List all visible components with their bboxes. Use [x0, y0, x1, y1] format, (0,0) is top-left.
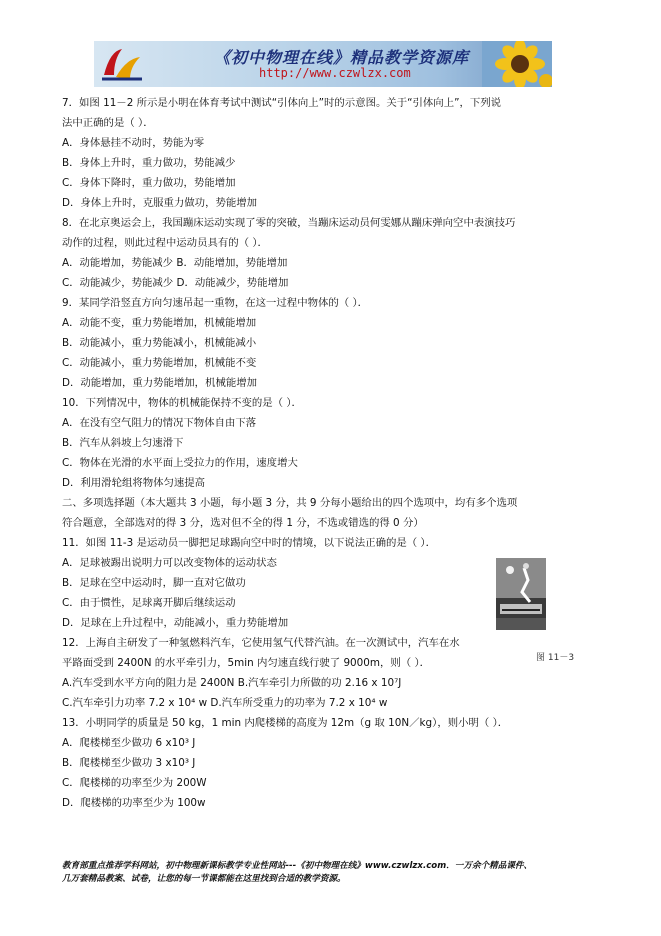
text-line: 二、多项选择题（本大题共 3 小题，每小题 3 分，共 9 分每小题给出的四个选项中，均有多个选项 [62, 497, 518, 509]
text-line: C．动能减小，重力势能增加，机械能不变 [62, 357, 257, 369]
text-line: A．身体悬挂不动时，势能为零 [62, 137, 205, 149]
text-line: 符合题意，全部选对的得 3 分，选对但不全的得 1 分，不选或错选的得 0 分） [62, 517, 424, 529]
text-line: D．利用滑轮组将物体匀速提高 [62, 477, 206, 489]
text-line: 10．下列情况中，物体的机械能保持不变的是（ ）． [62, 397, 302, 409]
site-logo [100, 45, 144, 83]
text-line: C．动能减少，势能减少 D．动能减少，势能增加 [62, 277, 289, 289]
text-line: A.汽车受到水平方向的阻力是 2400N B.汽车牵引力所做的功 2.16 x 10⁷J [62, 677, 402, 689]
text-line: C.汽车牵引力功率 7.2 x 10⁴ w D.汽车所受重力的功率为 7.2 x 10⁴ w [62, 697, 388, 709]
text-line: C．爬楼梯的功率至少为 200W [62, 777, 207, 789]
text-line: 11．如图 11-3 是运动员一脚把足球踢向空中时的情境，以下说法正确的是（ ）． [62, 537, 437, 549]
page-footer [62, 860, 532, 886]
text-line: C．物体在光滑的水平面上受拉力的作用，速度增大 [62, 457, 298, 469]
text-line: 7．如图 11－2 所示是小明在体育考试中测试“引体向上”时的示意图。关于“引体向上”，下列说 [62, 97, 502, 109]
banner-title: 《初中物理在线》精品教学资源库 [214, 48, 470, 67]
text-line: 13．小明同学的质量是 50 kg，1 min 内爬楼梯的高度为 12m（g 取 10N／kg），则小明（ ）． [62, 717, 509, 729]
text-line: B．动能减小，重力势能减小，机械能减小 [62, 337, 257, 349]
text-line: A．动能增加，势能减少 B．动能增加，势能增加 [62, 257, 288, 269]
footer-line-2: 几万套精品教案、试卷，让您的每一节课都能在这里找到合适的教学资源。 [62, 874, 346, 884]
text-line: D．身体上升时，克服重力做功，势能增加 [62, 197, 258, 209]
text-line: 平路面受到 2400N 的水平牵引力，5min 内匀速直线行驶了 9000m，则（ ）． [62, 657, 431, 669]
text-line: C．身体下降时，重力做功，势能增加 [62, 177, 236, 189]
text-line: B．身体上升时，重力做功，势能减少 [62, 157, 236, 169]
football-photo [496, 558, 546, 630]
text-line: 法中正确的是（ ）． [62, 117, 154, 129]
text-line: A．动能不变，重力势能增加，机械能增加 [62, 317, 257, 329]
text-line: B．足球在空中运动时，脚一直对它做功 [62, 577, 246, 589]
text-line: A．在没有空气阻力的情况下物体自由下落 [62, 417, 257, 429]
text-line: 动作的过程，则此过程中运动员具有的（ ）． [62, 237, 268, 249]
text-line: A．爬楼梯至少做功 6 x10³ J [62, 737, 196, 749]
text-line: D．爬楼梯的功率至少为 100w [62, 797, 206, 809]
text-line: C．由于惯性，足球离开脚后继续运动 [62, 597, 236, 609]
text-line: 8．在北京奥运会上，我国蹦床运动实现了零的突破，当蹦床运动员何雯娜从蹦床弹向空中表演技巧 [62, 217, 516, 229]
text-line: B．爬楼梯至少做功 3 x10³ J [62, 757, 196, 769]
header-banner [94, 41, 552, 87]
sunflower-image [482, 41, 552, 87]
text-line: 9．某同学沿竖直方向匀速吊起一重物，在这一过程中物体的（ ）． [62, 297, 369, 309]
figure-caption: 图 11－3 [536, 653, 575, 663]
text-line: B．汽车从斜坡上匀速滑下 [62, 437, 184, 449]
footer-line-1: 教育部重点推荐学科网站，初中物理新课标教学专业性网站---《初中物理在线》www.czwlzx.com．一万余个精品课件、 [62, 861, 533, 871]
text-line: D．动能增加，重力势能增加，机械能增加 [62, 377, 258, 389]
text-line: A．足球被踢出说明力可以改变物体的运动状态 [62, 557, 277, 569]
banner-url[interactable]: http://www.czwlzx.com [259, 66, 411, 80]
text-line: 12．上海自主研发了一种氢燃料汽车，它使用氢气代替汽油。在一次测试中，汽车在水 [62, 637, 460, 649]
text-line: D．足球在上升过程中，动能减小，重力势能增加 [62, 617, 289, 629]
